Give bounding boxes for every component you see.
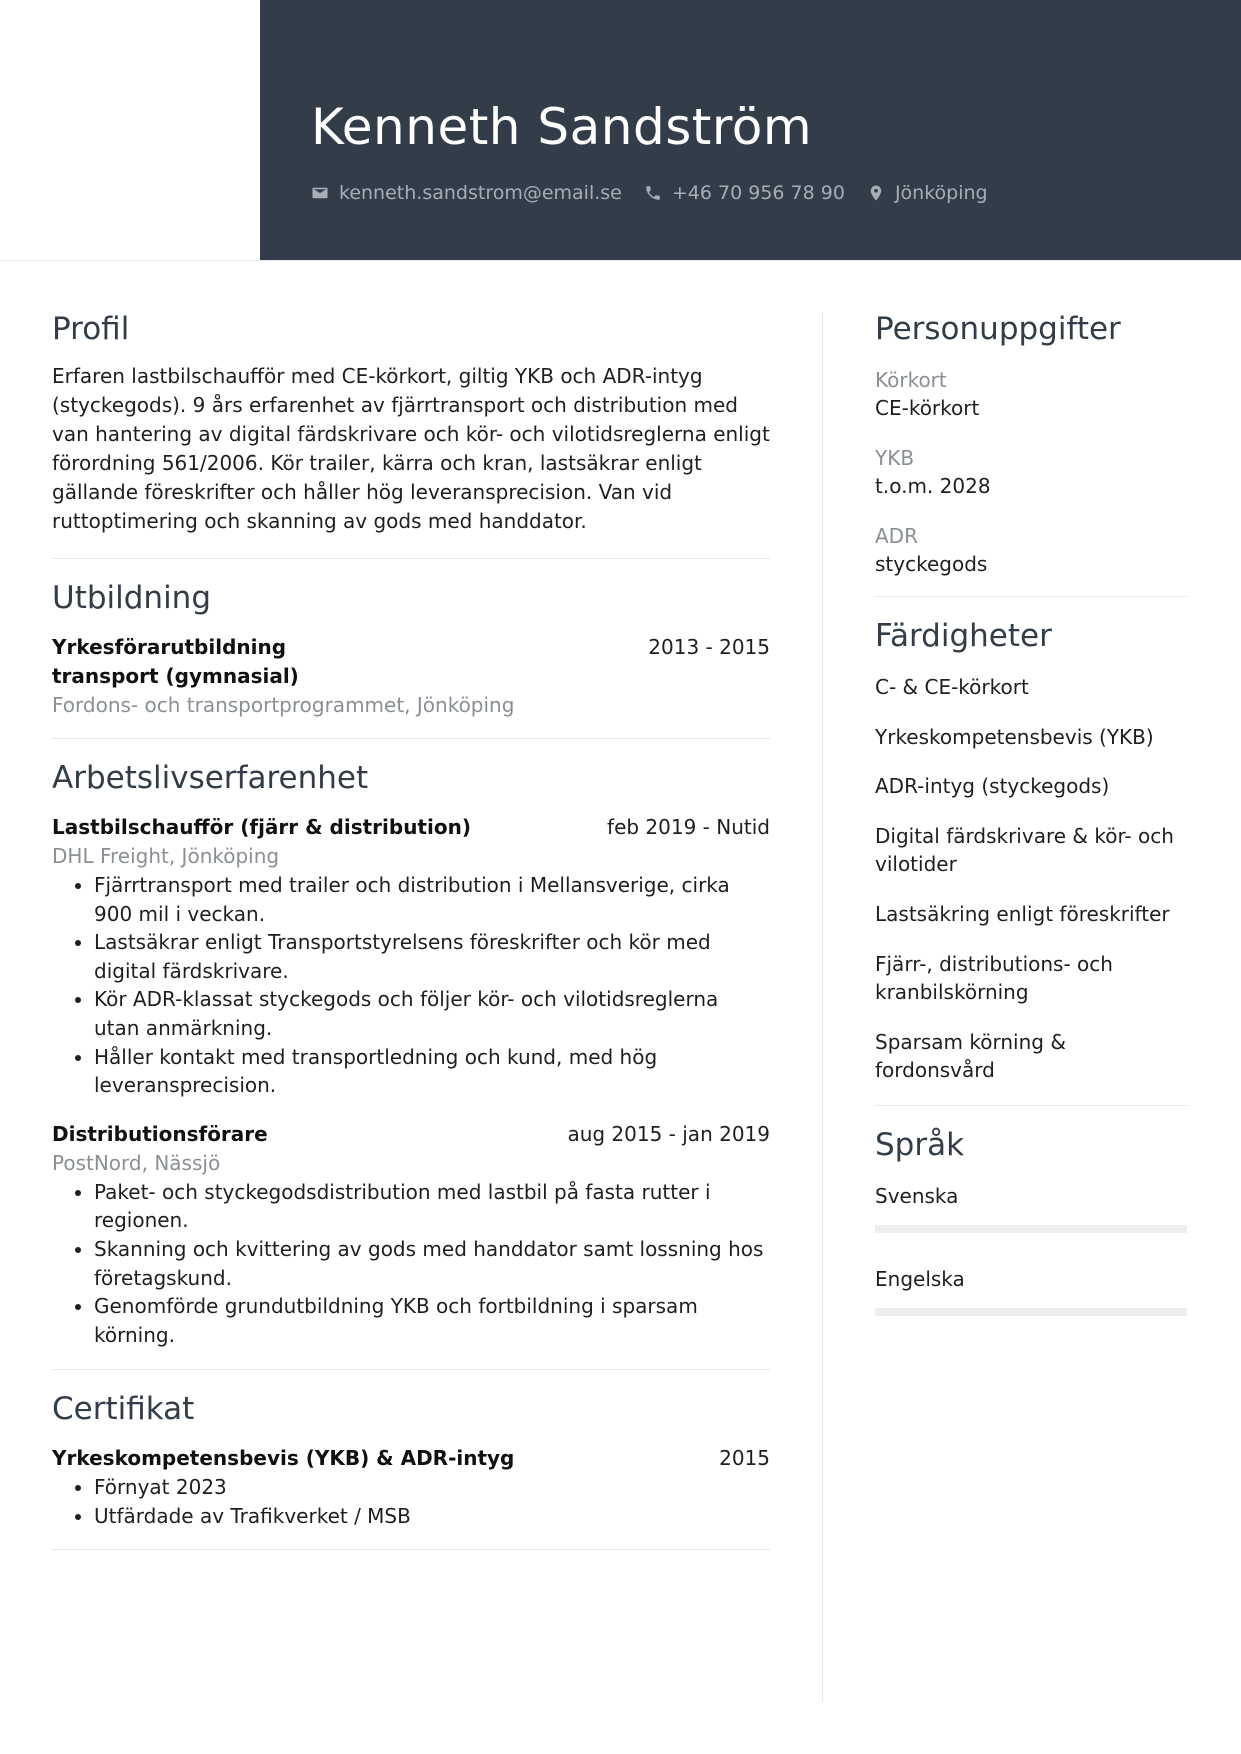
certificates-section xyxy=(52,1386,770,1549)
section-title-skills: Färdigheter xyxy=(875,618,1052,654)
language-name: Engelska xyxy=(875,1266,965,1291)
job-date: aug 2015 - jan 2019 xyxy=(567,1121,770,1146)
section-divider xyxy=(875,596,1187,597)
list-item: • Paket- och styckegodsdistribution med lastbil på fasta rutter i regionen. xyxy=(94,1178,770,1235)
contact-email[interactable] xyxy=(311,182,622,204)
education-section xyxy=(52,575,770,739)
certificate-date: 2015 xyxy=(719,1446,770,1471)
job-employer: PostNord, Nässjö xyxy=(52,1150,221,1175)
list-item: • Utfärdade av Trafikverket / MSB xyxy=(94,1502,770,1531)
detail-label: YKB xyxy=(875,446,915,470)
detail-item xyxy=(875,522,1187,578)
contact-row xyxy=(311,182,1010,204)
job-title: Lastbilschaufför (fjärr & distribution) xyxy=(52,815,471,839)
main-column xyxy=(52,306,770,1550)
section-title-certificates: Certifikat xyxy=(52,1391,195,1428)
skill-item: Lastsäkring enligt föreskrifter xyxy=(875,901,1170,926)
list-item: • Håller kontakt med transportledning och kund, med hög leveransprecision. xyxy=(94,1043,770,1100)
detail-label: ADR xyxy=(875,524,918,548)
detail-value: CE-körkort xyxy=(875,396,980,420)
list-item: • Kör ADR-klassat styckegods och följer kör- och vilotidsreglerna utan anmärkning. xyxy=(94,985,770,1042)
certificate-entry xyxy=(52,1444,770,1530)
detail-label: Körkort xyxy=(875,368,947,392)
job-bullets xyxy=(52,871,770,1100)
section-divider xyxy=(52,1369,770,1370)
section-title-education: Utbildning xyxy=(52,580,212,616)
section-divider xyxy=(52,738,770,739)
detail-value: styckegods xyxy=(875,552,988,576)
detail-item xyxy=(875,444,1187,500)
certificate-title: Yrkeskompetensbevis (YKB) & ADR-intyg xyxy=(52,1446,515,1471)
list-item: • Förnyat 2023 xyxy=(94,1473,770,1502)
job-employer: DHL Freight, Jönköping xyxy=(52,844,280,868)
language-item xyxy=(875,1182,1187,1233)
location-text: Jönköping xyxy=(894,182,988,204)
certificate-bullets xyxy=(52,1473,770,1530)
phone-icon xyxy=(644,184,662,202)
skill-item: Sparsam körning & fordonsvård xyxy=(875,1029,1066,1083)
profile-section xyxy=(52,306,770,559)
contact-phone[interactable] xyxy=(644,182,845,204)
skill-item: Fjärr-, distributions- och kranbilskörning xyxy=(875,951,1113,1005)
experience-section xyxy=(52,755,770,1370)
job-title: Distributionsförare xyxy=(52,1121,268,1146)
section-title-personal: Personuppgifter xyxy=(875,311,1121,347)
email-text: kenneth.sandstrom@email.se xyxy=(339,182,622,204)
education-date: 2013 - 2015 xyxy=(648,635,770,659)
location-pin-icon xyxy=(867,184,885,202)
header-banner xyxy=(260,0,1241,260)
phone-text: +46 70 956 78 90 xyxy=(671,182,845,204)
education-school: Fordons- och transportprogrammet, Jönköping xyxy=(52,693,515,717)
section-divider xyxy=(52,558,770,559)
language-level-bar xyxy=(875,1308,1187,1316)
job-date: feb 2019 - Nutid xyxy=(607,815,770,839)
job-bullets xyxy=(52,1178,770,1350)
skill-item: ADR-intyg (styckegods) xyxy=(875,774,1110,799)
skill-item: C- & CE-körkort xyxy=(875,675,1029,699)
education-title: Yrkesförarutbildning transport (gymnasial) xyxy=(52,635,299,688)
detail-item xyxy=(875,366,1187,422)
language-name: Svenska xyxy=(875,1183,959,1208)
language-item xyxy=(875,1265,1187,1316)
sidebar-column xyxy=(875,306,1187,1316)
language-level-bar xyxy=(875,1225,1187,1233)
section-title-experience: Arbetslivserfarenhet xyxy=(52,760,369,796)
experience-entry xyxy=(52,813,770,1100)
skill-item: Yrkeskompetensbevis (YKB) xyxy=(875,724,1154,749)
experience-entry xyxy=(52,1120,770,1350)
column-divider xyxy=(822,312,823,1702)
skill-item: Digital färdskrivare & kör- och vilotider xyxy=(875,823,1174,877)
skills-section xyxy=(875,613,1187,1106)
section-divider xyxy=(875,1105,1187,1106)
section-title-profile: Profil xyxy=(52,311,130,347)
list-item: • Genomförde grundutbildning YKB och fortbildning i sparsam körning. xyxy=(94,1292,770,1349)
list-item: • Fjärrtransport med trailer och distribution i Mellansverige, cirka 900 mil i veckan. xyxy=(94,871,770,928)
section-divider xyxy=(52,1549,770,1550)
list-item: • Skanning och kvittering av gods med handdator samt lossning hos företagskund. xyxy=(94,1235,770,1292)
header-divider xyxy=(0,260,1241,261)
languages-section xyxy=(875,1122,1187,1316)
email-icon xyxy=(311,184,329,202)
detail-value: t.o.m. 2028 xyxy=(875,474,991,498)
contact-location xyxy=(867,182,988,204)
education-entry xyxy=(52,633,770,720)
profile-text: Erfaren lastbilschaufför med CE-körkort, giltig YKB och ADR-intyg (styckegods). 9 års erfarenhet av fjärrtransport och distribution med van hantering av digital färdskrivare och kör- och vilotidsreglerna enligt förordning 561/2006. Kör trailer, kärra och kran, lastsäkrar enligt gällande föreskrifter och håller hög leveransprecision. Van vid ruttoptimering och skanning av gods med handdator. xyxy=(52,364,770,533)
section-title-languages: Språk xyxy=(875,1126,965,1163)
personal-section xyxy=(875,306,1187,597)
candidate-name: Kenneth Sandström xyxy=(311,98,813,156)
list-item: • Lastsäkrar enligt Transportstyrelsens föreskrifter och kör med digital färdskrivare. xyxy=(94,928,770,985)
